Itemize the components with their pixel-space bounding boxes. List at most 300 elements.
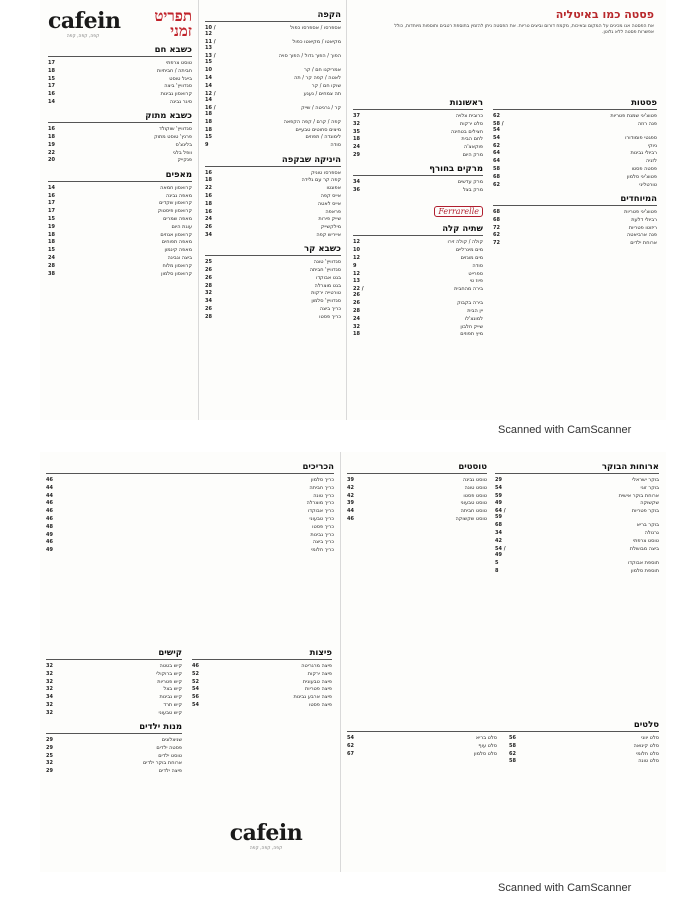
menu-item-price: 49 bbox=[495, 500, 502, 507]
menu-item-name: סנדוויץ' סלמון bbox=[311, 298, 341, 305]
menu-item-price: 32 bbox=[353, 323, 360, 330]
menu-item bbox=[493, 135, 657, 141]
menu-item-name: מאפה קינמון bbox=[164, 247, 192, 254]
section-specials: המיוחדים פטוצ'יני פטריות 68 רביולי דלעת 68 ריזוטו פטריות 72 פנה ארביאטה 62 ארוחת ילדים 72 bbox=[493, 193, 657, 247]
menu-item bbox=[353, 179, 483, 185]
menu-item-name: כרובית צלויה bbox=[455, 113, 483, 119]
menu-item-price: 19 bbox=[48, 223, 55, 230]
menu-item-price: 18 bbox=[48, 239, 55, 246]
menu-item bbox=[192, 671, 332, 677]
menu-item-price: 62 bbox=[493, 142, 500, 149]
menu-item-name: בגט מוצרלה bbox=[314, 282, 341, 289]
menu-item-name: קולה / קולה זירו bbox=[447, 239, 483, 246]
menu-item bbox=[347, 751, 497, 757]
menu-item bbox=[48, 142, 192, 148]
menu-item bbox=[347, 485, 487, 491]
menu-item-name: פיצה פסטו bbox=[308, 701, 332, 708]
menu-item-price: 58 bbox=[493, 166, 500, 173]
menu-item-price: 48 bbox=[46, 523, 53, 530]
menu-item-name: קרואסון סלמון bbox=[161, 270, 192, 277]
menu-item-name: קפה / קרם / קפה הקפאה bbox=[283, 118, 341, 125]
menu-item-price: 15 bbox=[205, 134, 212, 141]
menu-item-price: 39 bbox=[347, 500, 354, 507]
menu-item-name: סלט קינואה bbox=[633, 742, 659, 749]
menu-item-price: 26 bbox=[205, 274, 212, 281]
menu-item bbox=[495, 522, 659, 528]
menu-item bbox=[205, 290, 341, 296]
section-pastas: פסטות פטוצ'יני שמנת פטריות 62 פנה רוזה 58 / 54 ספגטי פומודורו 54 ניוקי 62 רביולי גבינות 64 לזניה 64 פסטה פסטו 58 פטוצ'יני סלמון 68 טורטליני 62 bbox=[493, 98, 657, 188]
menu-item-name: קרואסון חמאה bbox=[160, 184, 192, 191]
menu-item-name: פסטה פסטו bbox=[631, 166, 657, 173]
menu-item bbox=[353, 121, 483, 127]
menu-item bbox=[493, 150, 657, 156]
menu-item bbox=[353, 239, 483, 245]
menu-item-name: רביולי דלעת bbox=[631, 216, 657, 223]
menu-item-name: בירה מהחבית bbox=[454, 286, 483, 293]
menu-item bbox=[353, 144, 483, 150]
menu-item-name: סנדוויץ' שוקולד bbox=[159, 126, 192, 133]
menu-item bbox=[205, 306, 341, 312]
menu-item bbox=[205, 119, 341, 125]
section-salads: סלטים סלט יווני 56 סלט קינואה 58 סלט חלומי 62 סלט טונה 58 סלט בריא 54 סלט עוף 62 סלט סלמון 67 bbox=[347, 720, 659, 765]
menu-item-name: טורטייה ירקות bbox=[311, 290, 341, 297]
menu-item bbox=[347, 477, 487, 483]
menu-item-name: הפוך / הפוך גדול / הפוך סויה bbox=[278, 53, 341, 60]
menu-item bbox=[46, 524, 334, 530]
menu-item-name: תוספת אבוקדו bbox=[627, 559, 659, 566]
menu-item-price: 56 bbox=[192, 694, 199, 701]
menu-item-price: 18 bbox=[48, 67, 55, 74]
menu-item-price: 13 / 15 bbox=[205, 53, 216, 66]
menu-item-price: 46 bbox=[46, 515, 53, 522]
menu-item bbox=[48, 208, 192, 214]
menu-item bbox=[46, 679, 182, 685]
menu-item bbox=[347, 516, 487, 522]
menu-item bbox=[46, 493, 334, 499]
menu-item bbox=[48, 216, 192, 222]
menu-item bbox=[48, 99, 192, 105]
menu-item-price: 34 bbox=[205, 231, 212, 238]
menu-item-price: 64 bbox=[493, 150, 500, 157]
cafein-logo-back: cafein קפה, קפה, קפה bbox=[229, 820, 303, 851]
menu-item bbox=[46, 710, 182, 716]
menu-item-price: 35 bbox=[353, 128, 360, 135]
menu-item bbox=[48, 157, 192, 163]
menu-item bbox=[46, 500, 334, 506]
menu-item-price: 24 bbox=[48, 254, 55, 261]
menu-item bbox=[353, 255, 483, 261]
menu-item-name: בוקר פטריות bbox=[631, 508, 659, 515]
menu-item-price: 5 bbox=[495, 559, 499, 566]
menu-item bbox=[205, 170, 341, 176]
menu-item-price: 24 bbox=[205, 216, 212, 223]
menu-item bbox=[493, 217, 657, 223]
menu-item bbox=[46, 686, 182, 692]
menu-item-name: לחם הבית bbox=[461, 136, 483, 143]
menu-item bbox=[205, 267, 341, 273]
menu-item-price: 18 bbox=[353, 331, 360, 338]
menu-item bbox=[347, 508, 487, 514]
menu-item-name: כריך טבעוני bbox=[309, 515, 334, 522]
menu-item-name: רביולי גבינות bbox=[630, 150, 657, 157]
menu-item bbox=[48, 134, 192, 140]
menu-item bbox=[347, 743, 497, 749]
menu-item-name: בוקר בריא bbox=[636, 522, 659, 529]
menu-item-price: 16 bbox=[48, 192, 55, 199]
menu-item-name: קיש ברוקולי bbox=[156, 670, 182, 677]
menu-item bbox=[353, 278, 483, 284]
menu-item-price: 17 bbox=[48, 83, 55, 90]
section-sweet-bread: כשבא מתוק סנדוויץ' שוקולד 16 פרנץ' טוסט מתוק 18 בלינצ'ס 19 וופל בלגי 22 פנקייק 20 bbox=[48, 111, 192, 164]
menu-item bbox=[48, 68, 192, 74]
menu-item-price: 26 bbox=[205, 224, 212, 231]
menu-item-price: 54 bbox=[192, 686, 199, 693]
menu-item-price: 36 bbox=[353, 187, 360, 194]
menu-item-name: מאפה שמרים bbox=[163, 215, 192, 222]
menu-item-price: 54 / 49 bbox=[495, 545, 506, 558]
menu-item-name: פיצה ירקות bbox=[307, 670, 332, 677]
cafein-logo: cafein קפה, קפה, קפה bbox=[48, 8, 121, 39]
seasonal-menu-title: תפריט זמני bbox=[154, 8, 192, 40]
menu-item-name: קרואסון מלוח bbox=[162, 262, 192, 269]
menu-item-price: 64 bbox=[493, 158, 500, 165]
menu-item-price: 14 bbox=[48, 98, 55, 105]
menu-item-price: 32 bbox=[46, 701, 53, 708]
menu-item bbox=[46, 532, 334, 538]
menu-item bbox=[48, 60, 192, 66]
menu-item-price: 12 bbox=[353, 239, 360, 246]
menu-item bbox=[46, 547, 334, 553]
menu-item-price: 34 bbox=[495, 530, 502, 537]
menu-item-price: 72 bbox=[493, 224, 500, 231]
menu-item-price: 16 bbox=[205, 208, 212, 215]
menu-item-name: קרואסון אגוזים bbox=[160, 231, 192, 238]
menu-item bbox=[48, 255, 192, 261]
menu-item-name: שניצלונים bbox=[161, 737, 182, 744]
menu-item-price: 49 bbox=[46, 547, 53, 554]
menu-item-price: 46 bbox=[46, 508, 53, 515]
menu-item bbox=[493, 232, 657, 238]
menu-item-name: סלט עוף bbox=[478, 742, 497, 749]
menu-item bbox=[353, 187, 483, 193]
menu-item-price: 16 bbox=[48, 91, 55, 98]
menu-item bbox=[353, 300, 483, 306]
menu-item-price: 12 / 14 bbox=[205, 90, 216, 103]
menu-item bbox=[46, 663, 182, 669]
menu-item-name: מרק בצל bbox=[462, 187, 483, 194]
menu-item-price: 9 bbox=[353, 262, 357, 269]
menu-item-name: ספרייט bbox=[468, 270, 483, 277]
menu-item-name: פנה רוזה bbox=[637, 120, 657, 127]
menu-item-name: בלינצ'ס bbox=[175, 141, 192, 148]
menu-item bbox=[509, 735, 659, 741]
panel-pasta-front bbox=[346, 0, 666, 420]
menu-item-name: בייגל טוסט bbox=[169, 75, 192, 82]
menu-item-name: מרק היום bbox=[462, 151, 483, 158]
menu-item-price: 8 bbox=[495, 567, 499, 574]
menu-item-name: סלט ירקות bbox=[459, 120, 483, 127]
menu-item-name: חצילים בטחינה bbox=[450, 128, 483, 135]
section-coffee: הקפה אספרסו / אספרסו כפול 10 / 12 מקיאטו / מקיאטו כפול 11 / 13 הפוך / הפוך גדול / הפוך סויה 13 / 15 אמריקנו חם / קר 10 לאטה / קפה קר / תה 14 שוקו חם / קר 14 תה צמחים / נענע 12 / 14 קר / גרניטה / שייק 16 / 18 קפה / קרם / קפה הקפאה 18 מיצים סחוטים טבעיים 18 לימונדה / תפוזים 15 סודה 9 bbox=[205, 10, 341, 149]
menu-item-price: 54 bbox=[493, 134, 500, 141]
menu-item bbox=[353, 286, 483, 299]
menu-item-name: קיש פטריות bbox=[157, 678, 182, 685]
menu-item-price: 28 bbox=[353, 308, 360, 315]
menu-item-name: כריך פסטו bbox=[319, 313, 341, 320]
menu-item-name: מיצים סחוטים טבעיים bbox=[295, 126, 341, 133]
menu-item bbox=[205, 25, 341, 38]
menu-item-name: בגט אבוקדו bbox=[315, 274, 341, 281]
menu-item-price: 38 bbox=[48, 270, 55, 277]
menu-item-name: קיש טבעוני bbox=[158, 709, 182, 716]
menu-item-name: בירה בקבוק bbox=[457, 300, 483, 307]
menu-item-name: מאפה גבינה bbox=[165, 192, 192, 199]
menu-item-name: מרק עדשים bbox=[457, 179, 483, 186]
menu-item-name: קר / גרניטה / שייק bbox=[301, 104, 341, 111]
menu-item bbox=[353, 129, 483, 135]
menu-item-name: פיצה ילדים bbox=[158, 768, 182, 775]
menu-item-price: 28 bbox=[48, 262, 55, 269]
menu-item-name: כריך טונה bbox=[313, 492, 334, 499]
menu-item-name: פטוצ'יני סלמון bbox=[626, 173, 657, 180]
section-pastries: מאפים קרואסון חמאה 14 מאפה גבינה 16 קרואסון שקדים 17 קרואסון פיסטוק 17 מאפה שמרים 15 עוגת היום 19 קרואסון אגוזים 18 מאפה תפוחים 18 מאפה קינמון 15 ביצה וגבינה 24 קרואסון מלוח 28 קרואסון סלמון 38 bbox=[48, 169, 192, 277]
menu-item-name: טוסט טונה bbox=[464, 484, 487, 491]
menu-item-price: 58 / 54 bbox=[493, 120, 504, 134]
menu-item-name: טוסט פסטו bbox=[463, 492, 487, 499]
menu-item-name: פסטה ילדים bbox=[156, 744, 182, 751]
menu-item-price: 32 bbox=[353, 120, 360, 127]
section-breakfast: ארוחות הבוקר בוקר ישראלי 29 בוקר זוגי 54 ארוחת בוקר אישית 59 שקשוקה 49 בוקר פטריות 64 / 59 בוקר בריא 68 גרנולה 34 טוסט צרפתי 42 ביצה מבושלת 54 / 49 תוספת אבוקדו 5 תוספת סלמון 8 bbox=[495, 462, 659, 574]
menu-item-price: 14 bbox=[205, 82, 212, 89]
menu-item bbox=[205, 53, 341, 66]
menu-item-price: 18 bbox=[48, 231, 55, 238]
menu-item-name: מים מוגזים bbox=[460, 254, 483, 261]
menu-item bbox=[493, 113, 657, 119]
menu-item-price: 15 bbox=[48, 215, 55, 222]
menu-item-price: 32 bbox=[46, 663, 53, 669]
menu-item bbox=[493, 182, 657, 188]
menu-item bbox=[347, 493, 487, 499]
menu-item-name: תה צמחים / נענע bbox=[303, 90, 341, 97]
menu-item-name: אייס קפה bbox=[320, 192, 341, 199]
menu-item-name: מקיאטו / מקיאטו כפול bbox=[292, 39, 341, 46]
menu-item-name: וופל בלגי bbox=[172, 149, 192, 156]
menu-item-price: 49 bbox=[46, 531, 53, 538]
menu-item-name: טוסט צרפתי bbox=[166, 60, 192, 66]
menu-item bbox=[48, 91, 192, 97]
menu-item bbox=[205, 105, 341, 118]
menu-item-price: 10 / 12 bbox=[205, 25, 216, 38]
menu-item-name: כריך גבינות bbox=[310, 531, 334, 538]
menu-item-name: עוגת היום bbox=[171, 223, 192, 230]
menu-item bbox=[347, 735, 497, 741]
menu-item-price: 29 bbox=[46, 744, 53, 751]
menu-item-price: 18 bbox=[205, 177, 212, 184]
menu-item bbox=[205, 259, 341, 265]
menu-item-price: 32 bbox=[46, 678, 53, 685]
menu-item bbox=[205, 67, 341, 73]
menu-item-name: פטוצ'יני שמנת פטריות bbox=[610, 113, 657, 119]
menu-item-price: 12 bbox=[353, 254, 360, 261]
menu-item bbox=[353, 316, 483, 322]
menu-item-price: 17 bbox=[48, 208, 55, 215]
menu-item-price: 34 bbox=[46, 694, 53, 701]
section-cold-drinks: היניקה שבקפה אספרסו טוניק 16 קפה קר עם גלידה 18 אפוגטו 22 אייס קפה 16 אייס לאטה 18 פראפה 16 שייק פירות 24 מילקשייק 26 אייריש קפה 34 bbox=[205, 154, 341, 238]
menu-item-price: 44 bbox=[347, 508, 354, 515]
menu-item-price: 20 bbox=[48, 157, 55, 164]
menu-item bbox=[48, 239, 192, 245]
menu-item-price: 16 bbox=[205, 192, 212, 199]
menu-item-name: טוסט גבינה bbox=[462, 477, 487, 483]
menu-item-price: 32 bbox=[205, 290, 212, 297]
menu-item-name: סודה bbox=[472, 262, 483, 269]
menu-item bbox=[46, 671, 182, 677]
menu-item-price: 46 bbox=[46, 539, 53, 546]
menu-item-name: כריך ביצה bbox=[312, 539, 334, 546]
menu-item bbox=[509, 743, 659, 749]
menu-item-price: 59 bbox=[495, 492, 502, 499]
menu-item bbox=[493, 209, 657, 215]
menu-item-price: 10 bbox=[353, 247, 360, 254]
menu-item bbox=[493, 225, 657, 231]
menu-item-name: כריך סלמון bbox=[310, 477, 334, 483]
menu-item-name: פיצה מרגריטה bbox=[301, 663, 332, 669]
menu-item-name: סלט סלמון bbox=[473, 750, 497, 757]
panel-left-back bbox=[40, 452, 340, 872]
menu-item-name: קרואסון גבינות bbox=[160, 91, 192, 98]
menu-item-name: פרנץ' טוסט מתוק bbox=[154, 134, 192, 141]
menu-item bbox=[48, 76, 192, 82]
menu-item-price: 62 bbox=[509, 750, 516, 757]
section-toasts: טוסטים טוסט גבינה 39 טוסט טונה 42 טוסט פסטו 42 טוסט טבעוני 39 טוסט חביתה 44 טוסט שקשוקה 46 bbox=[347, 462, 487, 522]
menu-item bbox=[205, 127, 341, 133]
menu-item-price: 29 bbox=[46, 737, 53, 744]
section-cold-bread: כשבא קר סנדוויץ' טונה 25 סנדוויץ' חביתה 26 בגט אבוקדו 26 בגט מוצרלה 28 טורטייה ירקות 32 סנדוויץ' סלמון 34 כריך ביצה 26 כריך פסטו 28 bbox=[205, 244, 341, 320]
menu-item bbox=[495, 500, 659, 506]
menu-item bbox=[205, 298, 341, 304]
menu-item-price: 58 bbox=[509, 742, 516, 749]
menu-item bbox=[46, 760, 182, 766]
menu-item bbox=[347, 500, 487, 506]
menu-item bbox=[353, 113, 483, 119]
menu-item bbox=[493, 166, 657, 172]
menu-item-price: 44 bbox=[46, 492, 53, 499]
menu-item-name: פיצה טבעונית bbox=[302, 678, 332, 685]
menu-item bbox=[205, 193, 341, 199]
menu-item bbox=[46, 508, 334, 514]
menu-item-name: כריך ביצה bbox=[319, 306, 341, 312]
menu-item-price: 34 bbox=[205, 298, 212, 305]
menu-item-price: 10 bbox=[205, 67, 212, 74]
menu-item bbox=[46, 477, 334, 483]
menu-item-price: 14 bbox=[205, 75, 212, 82]
section-sandwiches: הכריכים כריך סלמון 46 כריך חביתה 44 כריך טונה 44 כריך מוצרלה 46 כריך אבוקדו 46 כריך טבעוני 46 כריך פסטו 48 כריך גבינות 49 כריך ביצה 46 כריך חלומי 49 bbox=[46, 462, 334, 554]
menu-item bbox=[205, 314, 341, 320]
menu-item-price: 46 bbox=[46, 500, 53, 507]
menu-item-price: 46 bbox=[192, 663, 199, 669]
menu-item-price: 17 bbox=[48, 60, 55, 66]
menu-item bbox=[192, 694, 332, 700]
menu-item-name: מילקשייק bbox=[320, 224, 341, 231]
menu-item-name: סלט טונה bbox=[638, 758, 659, 765]
menu-item bbox=[205, 201, 341, 207]
menu-item-name: אספרסו / אספרסו כפול bbox=[290, 25, 341, 31]
menu-item-name: מים מינרליים bbox=[455, 247, 483, 254]
menu-item bbox=[46, 768, 182, 774]
scanner-watermark-bottom: Scanned with CamScanner bbox=[498, 882, 632, 894]
menu-item bbox=[46, 485, 334, 491]
menu-item-price: 37 bbox=[353, 113, 360, 119]
menu-item bbox=[46, 539, 334, 545]
menu-item-price: 46 bbox=[347, 515, 354, 522]
menu-item bbox=[353, 247, 483, 253]
menu-item-name: כריך חביתה bbox=[309, 484, 334, 491]
menu-item-name: סיגר גבינה bbox=[169, 98, 192, 105]
menu-item bbox=[353, 263, 483, 269]
menu-item-price: 24 bbox=[353, 315, 360, 322]
menu-item bbox=[205, 83, 341, 89]
menu-item-price: 62 bbox=[493, 181, 500, 188]
menu-item bbox=[205, 283, 341, 289]
menu-item-name: סנדוויץ' ביצה bbox=[164, 83, 192, 90]
menu-item-name: סנדוויץ' טונה bbox=[313, 259, 341, 266]
menu-item-name: פוקאצ'ה bbox=[464, 144, 483, 151]
menu-item-price: 56 bbox=[509, 735, 516, 741]
menu-item-name: קרואסון פיסטוק bbox=[157, 208, 192, 215]
menu-item-name: פנקייק bbox=[177, 157, 192, 164]
menu-item bbox=[495, 560, 659, 566]
menu-item-name: שקשוקה bbox=[640, 500, 659, 507]
menu-item-price: 64 / 59 bbox=[495, 508, 506, 521]
menu-item-price: 72 bbox=[493, 240, 500, 247]
menu-item bbox=[48, 271, 192, 277]
menu-item-price: 16 bbox=[48, 126, 55, 133]
menu-item-price: 62 bbox=[347, 742, 354, 749]
menu-item-name: טוסט צרפתי bbox=[633, 537, 659, 544]
menu-page-back bbox=[40, 452, 666, 872]
menu-item-name: ריזוטו פטריות bbox=[628, 224, 657, 231]
section-pizzas: פיצות פיצה מרגריטה 46 פיצה ירקות 52 פיצה טבעונית 52 פיצה פטריות 54 פיצה ארבע גבינות 56 פיצה פסטו 54 bbox=[192, 648, 332, 708]
menu-item-name: לאטה / קפה קר / תה bbox=[294, 75, 341, 82]
panel-middle-front bbox=[198, 0, 346, 420]
menu-item-price: 28 bbox=[205, 313, 212, 320]
menu-item-price: 42 bbox=[347, 492, 354, 499]
menu-item-name: ניוקי bbox=[647, 142, 657, 149]
menu-item-name: טורטליני bbox=[639, 181, 657, 188]
menu-item-price: 52 bbox=[192, 670, 199, 677]
menu-item bbox=[192, 663, 332, 669]
section-sharing: מרקים בחורף מרק עדשים 34 מרק בצל 36 bbox=[353, 164, 483, 194]
menu-item-price: 12 bbox=[353, 270, 360, 277]
menu-item-price: 54 bbox=[495, 484, 502, 491]
menu-item-name: קפה קר עם גלידה bbox=[301, 177, 341, 184]
menu-item-name: סנדוויץ' חביתה bbox=[309, 267, 341, 274]
menu-item bbox=[495, 485, 659, 491]
menu-item-price: 29 bbox=[495, 477, 502, 483]
menu-item bbox=[48, 200, 192, 206]
menu-item-price: 18 bbox=[205, 200, 212, 207]
menu-item bbox=[48, 232, 192, 238]
menu-item-price: 15 bbox=[48, 247, 55, 254]
menu-item bbox=[495, 508, 659, 521]
menu-item-name: חביתה / חביתיות bbox=[156, 67, 192, 74]
menu-item-name: כריך אבוקדו bbox=[307, 508, 334, 515]
menu-item-price: 68 bbox=[493, 208, 500, 215]
menu-page-front bbox=[40, 0, 666, 420]
menu-item-price: 44 bbox=[46, 484, 53, 491]
menu-item bbox=[495, 538, 659, 544]
menu-item bbox=[205, 75, 341, 81]
